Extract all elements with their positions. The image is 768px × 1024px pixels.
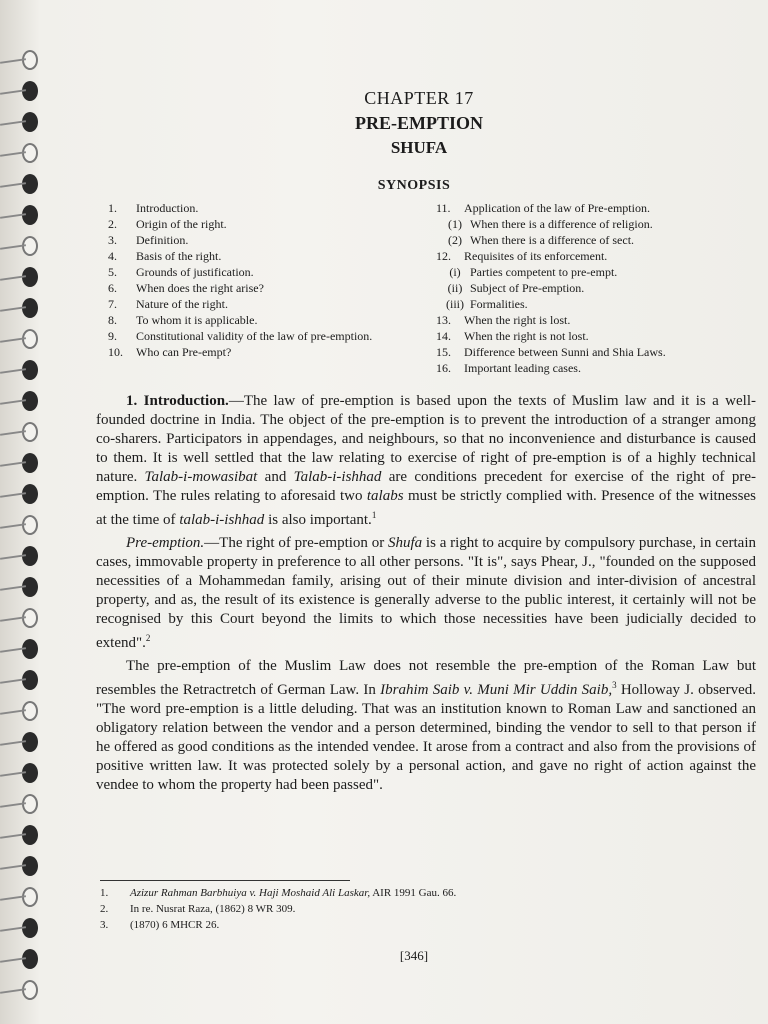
footnote-ref: 2	[145, 633, 151, 643]
footnote-case-name: Azizur Rahman Barbhuiya v. Haji Moshaid Ali Laskar,	[130, 887, 371, 899]
synopsis-item-number: 10.	[108, 345, 123, 359]
body-text	[96, 392, 756, 799]
synopsis-item-text: Difference between Sunni and Shia Laws.	[464, 345, 666, 359]
synopsis-item-number: 13.	[436, 313, 451, 327]
italic-term: Shufa	[387, 535, 423, 551]
text-span: The pre-emption of the Muslim Law does not resemble the pre-emption of the Roman Law but resembles the Retractretch of German Law. In	[96, 658, 756, 698]
synopsis-item-number: 16.	[436, 361, 451, 375]
footnote-ref: 1	[371, 510, 377, 520]
synopsis-item-number: 8.	[108, 313, 117, 327]
synopsis-item-text: Requisites of its enforcement.	[464, 249, 608, 263]
synopsis-item-text: Constitutional validity of the law of pre-emption.	[136, 329, 373, 343]
chapter-subtitle: SHUFA	[390, 138, 448, 157]
synopsis-item-text: Basis of the right.	[136, 249, 222, 263]
synopsis-item	[108, 344, 408, 360]
synopsis-subitem-text: Formalities.	[470, 297, 528, 311]
italic-term: talabs	[366, 488, 404, 504]
footnote-number: 1.	[100, 887, 109, 899]
footnote-citation: AIR 1991 Gau. 66.	[370, 887, 457, 899]
synopsis-subitem	[436, 264, 766, 280]
page-number: [346]	[399, 948, 429, 963]
synopsis-subitem-text: Subject of Pre-emption.	[470, 281, 585, 295]
chapter-header	[0, 88, 768, 158]
footnotes	[100, 880, 700, 933]
synopsis-item	[436, 312, 766, 328]
synopsis-subitem-number: (i)	[449, 265, 461, 279]
synopsis-item	[436, 344, 766, 360]
synopsis-item-text: When does the right arise?	[136, 281, 264, 295]
synopsis-heading: SYNOPSIS	[377, 178, 451, 193]
synopsis-item-text: Introduction.	[136, 201, 199, 215]
footnote-ref: 3	[612, 680, 617, 690]
synopsis-item	[108, 312, 408, 328]
chapter-title: PRE-EMPTION	[355, 113, 483, 133]
footnote-list	[100, 885, 700, 933]
footnote-citation: (1870) 6 MHCR 26.	[130, 919, 220, 931]
synopsis-item-text: Who can Pre-empt?	[136, 345, 232, 359]
synopsis-item-number: 6.	[108, 281, 117, 295]
synopsis-item	[108, 216, 408, 232]
synopsis-item-number: 1.	[108, 201, 117, 215]
text-span: is a right to acquire by compulsory purchase, in certain cases, immovable property in preference to all other persons. "It is", says Phear, J., "founded on the supposed necessities of a Mohammedan family, arising out of their minute division and inter-division of ancestral property, and as, the result of its existence is generally adverse to the public interest, it certainly will not be recognised by this Court beyond the limits to which those necessities have been judicially decided to extend".	[96, 535, 757, 651]
synopsis-item-number: 7.	[108, 297, 117, 311]
synopsis-subitem-number: (iii)	[446, 297, 464, 311]
synopsis-item-number: 4.	[108, 249, 117, 263]
synopsis-subitem-number: (2)	[448, 233, 462, 247]
synopsis-item	[108, 232, 408, 248]
synopsis-item	[108, 248, 408, 264]
synopsis-item-number: 2.	[108, 217, 117, 231]
synopsis-item-text: Important leading cases.	[464, 361, 581, 375]
synopsis-item-text: Nature of the right.	[136, 297, 228, 311]
synopsis-item	[108, 328, 408, 344]
synopsis-item	[436, 360, 766, 376]
synopsis-item	[108, 264, 408, 280]
synopsis-item-text: Origin of the right.	[136, 217, 227, 231]
synopsis-item-text: Definition.	[136, 233, 189, 247]
synopsis-item	[436, 248, 766, 264]
footnote	[100, 885, 700, 901]
synopsis-item-number: 9.	[108, 329, 117, 343]
synopsis-subitem	[436, 280, 766, 296]
synopsis-item-number: 14.	[436, 329, 451, 343]
paragraph-muslim-law	[96, 657, 756, 795]
synopsis-subitem-text: When there is a difference of religion.	[470, 217, 653, 231]
text-span: are conditions precedent for exercise of the right of pre-emption. The rules relating to aforesaid two	[96, 469, 756, 504]
synopsis-subitem	[436, 296, 766, 312]
synopsis-item-number: 5.	[108, 265, 117, 279]
footnote-number: 3.	[100, 919, 109, 931]
paragraph-pre-emption	[96, 534, 756, 653]
synopsis-item-number: 11.	[436, 201, 451, 215]
synopsis-item	[436, 328, 766, 344]
text-span: Holloway J. observed. "The word pre-emption is a little deluding. That was an institution known to Roman Law and sanctioned an obligatory relation between the vendor and a person determined, binding the vendor to sell to that person if he offered as good conditions as the intended vendee. It arose from a contract and also from the provisions of positive written law. It was protected solely by a personal action, and gave no right of action against the vendee to whom the property had been passed".	[96, 682, 756, 793]
footnote	[100, 917, 700, 933]
footnote-rule	[100, 880, 350, 881]
footnote-number: 2.	[100, 903, 109, 915]
synopsis-subitem-text: When there is a difference of sect.	[470, 233, 635, 247]
chapter-label: CHAPTER 17	[364, 88, 474, 108]
synopsis-subitem-text: Parties competent to pre-empt.	[470, 265, 618, 279]
introduction-heading: 1. Introduction.	[126, 393, 229, 409]
synopsis-subitem	[436, 216, 766, 232]
synopsis-right-column	[436, 200, 766, 376]
footnote-text	[130, 901, 295, 917]
italic-term: Talab-i-ishhad	[293, 469, 382, 485]
footnote-citation: In re. Nusrat Raza, (1862) 8 WR 309.	[130, 903, 296, 915]
synopsis-item-text: When the right is lost.	[464, 313, 571, 327]
synopsis-item-number: 12.	[436, 249, 451, 263]
italic-term: Ibrahim Saib v. Muni Mir Uddin Saib,	[380, 682, 613, 698]
synopsis-left-column	[108, 200, 408, 360]
text-span: —The right of pre-emption or	[204, 535, 388, 551]
footnote-text	[130, 917, 219, 933]
synopsis-item	[108, 296, 408, 312]
synopsis-subitem-number: (ii)	[447, 281, 463, 295]
synopsis-item-text: Grounds of justification.	[136, 265, 254, 279]
synopsis-item-text: When the right is not lost.	[464, 329, 589, 343]
synopsis-item-number: 15.	[436, 345, 451, 359]
synopsis-item-number: 3.	[108, 233, 117, 247]
synopsis-item-text: Application of the law of Pre-emption.	[464, 201, 650, 215]
footnote-text	[130, 885, 456, 901]
text-span: —The law of pre-emption is based upon the texts of Muslim law and it is a well-founded doctrine in India. The object of the pre-emption is to prevent the introduction of a stranger among co-sharers. Participators in appendages, and neighbours, so that no inconvenience and disturbance is caused to them. It is well settled that the law relating to exercise of right of pre-emption is of a highly technical nature.	[96, 393, 756, 485]
paragraph-introduction	[96, 392, 756, 530]
italic-term: talab-i-ishhad	[179, 512, 265, 528]
synopsis-item	[436, 200, 766, 216]
synopsis-subitem-number: (1)	[448, 217, 462, 231]
synopsis-item	[108, 200, 408, 216]
text-span: is also important.	[264, 512, 372, 528]
text-span: and	[257, 469, 294, 485]
italic-term: Pre-emption.	[126, 535, 205, 551]
footnote	[100, 901, 700, 917]
synopsis-subitem	[436, 232, 766, 248]
synopsis-item	[108, 280, 408, 296]
italic-term: Talab-i-mowasibat	[144, 469, 258, 485]
text-span: must be strictly complied with. Presence of the witnesses at the time of	[96, 488, 756, 528]
synopsis-item-text: To whom it is applicable.	[136, 313, 258, 327]
